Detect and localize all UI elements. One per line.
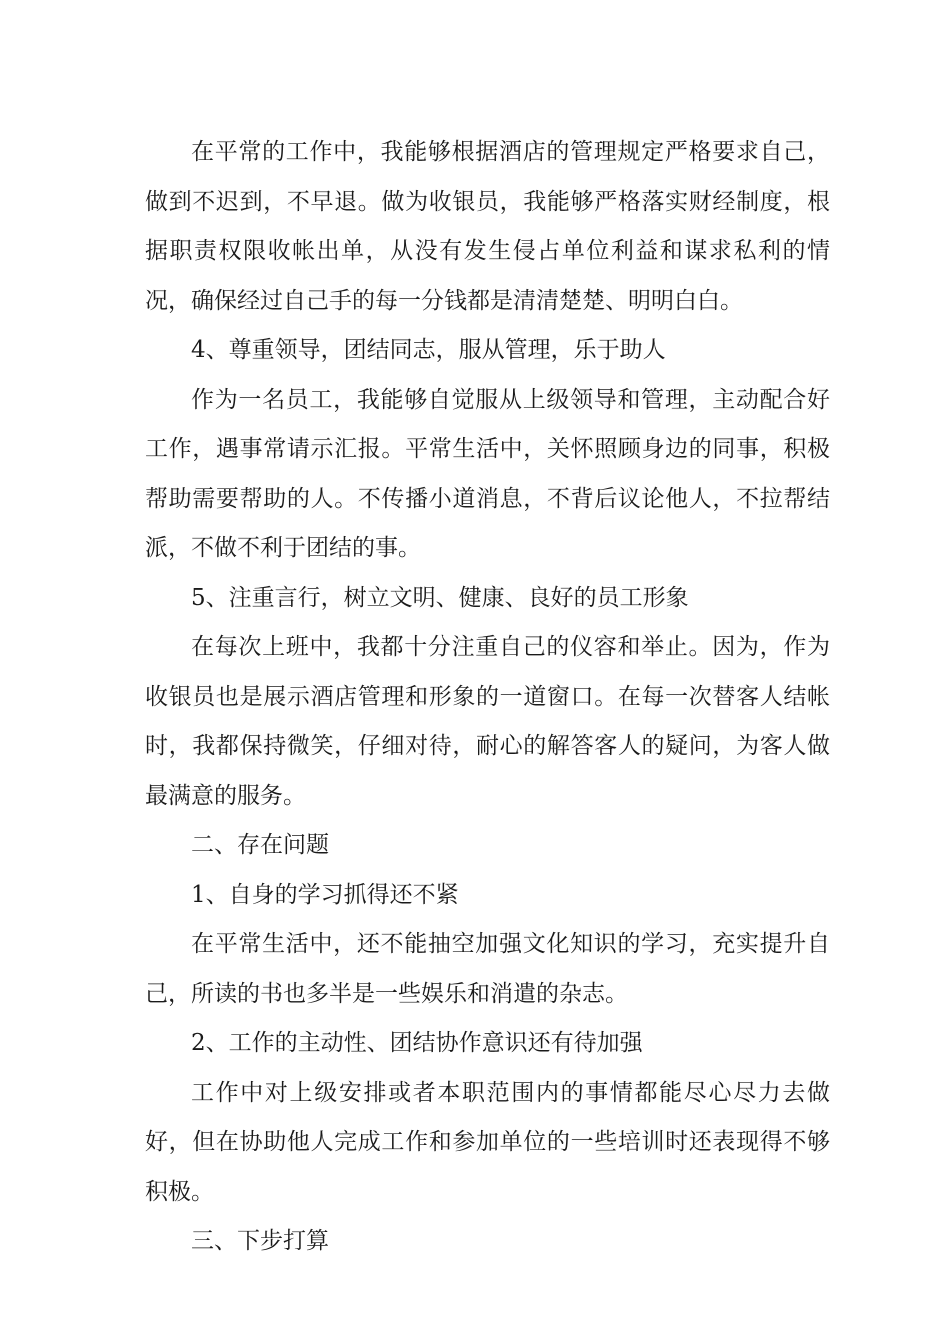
paragraph-initiative: 工作中对上级安排或者本职范围内的事情都能尽心尽力去做好，但在协助他人完成工作和参加单位的一些培训时还表现得不够积极。 — [145, 1079, 830, 1205]
heading-initiative-teamwork: 2、工作的主动性、团结协作意识还有待加强 — [191, 1030, 643, 1056]
paragraph-appearance-service: 在每次上班中，我都十分注重自己的仪容和举止。因为，作为收银员也是展示酒店管理和形象的一道窗口。在每一次替客人结帐时，我都保持微笑，仔细对待，耐心的解答客人的疑问，为客人做最满意的服务。 — [145, 634, 830, 809]
paragraph-study: 在平常生活中，还不能抽空加强文化知识的学习，充实提升自己，所读的书也多半是一些娱乐和消遣的杂志。 — [145, 931, 830, 1007]
heading-next-plan: 三、下步打算 — [191, 1228, 329, 1254]
paragraph-employee-cooperation: 作为一名员工，我能够自觉服从上级领导和管理，主动配合好工作，遇事常请示汇报。平常生活中，关怀照顾身边的同事，积极帮助需要帮助的人。不传播小道消息，不背后议论他人，不拉帮结派，不做不利于团结的事。 — [145, 386, 830, 561]
paragraph-work-discipline: 在平常的工作中，我能够根据酒店的管理规定严格要求自己，做到不迟到，不早退。做为收银员，我能够严格落实财经制度，根据职责权限收帐出单，从没有发生侵占单位利益和谋求私利的情况，确保经过自己手的每一分钱都是清清楚楚、明明白白。 — [145, 139, 830, 314]
heading-study-not-tight: 1、自身的学习抓得还不紧 — [191, 881, 459, 908]
heading-respect-leaders: 4、尊重领导，团结同志，服从管理，乐于助人 — [191, 337, 666, 363]
heading-existing-problems: 二、存在问题 — [191, 832, 329, 858]
heading-employee-image: 5、注重言行，树立文明、健康、良好的员工形象 — [191, 584, 689, 611]
